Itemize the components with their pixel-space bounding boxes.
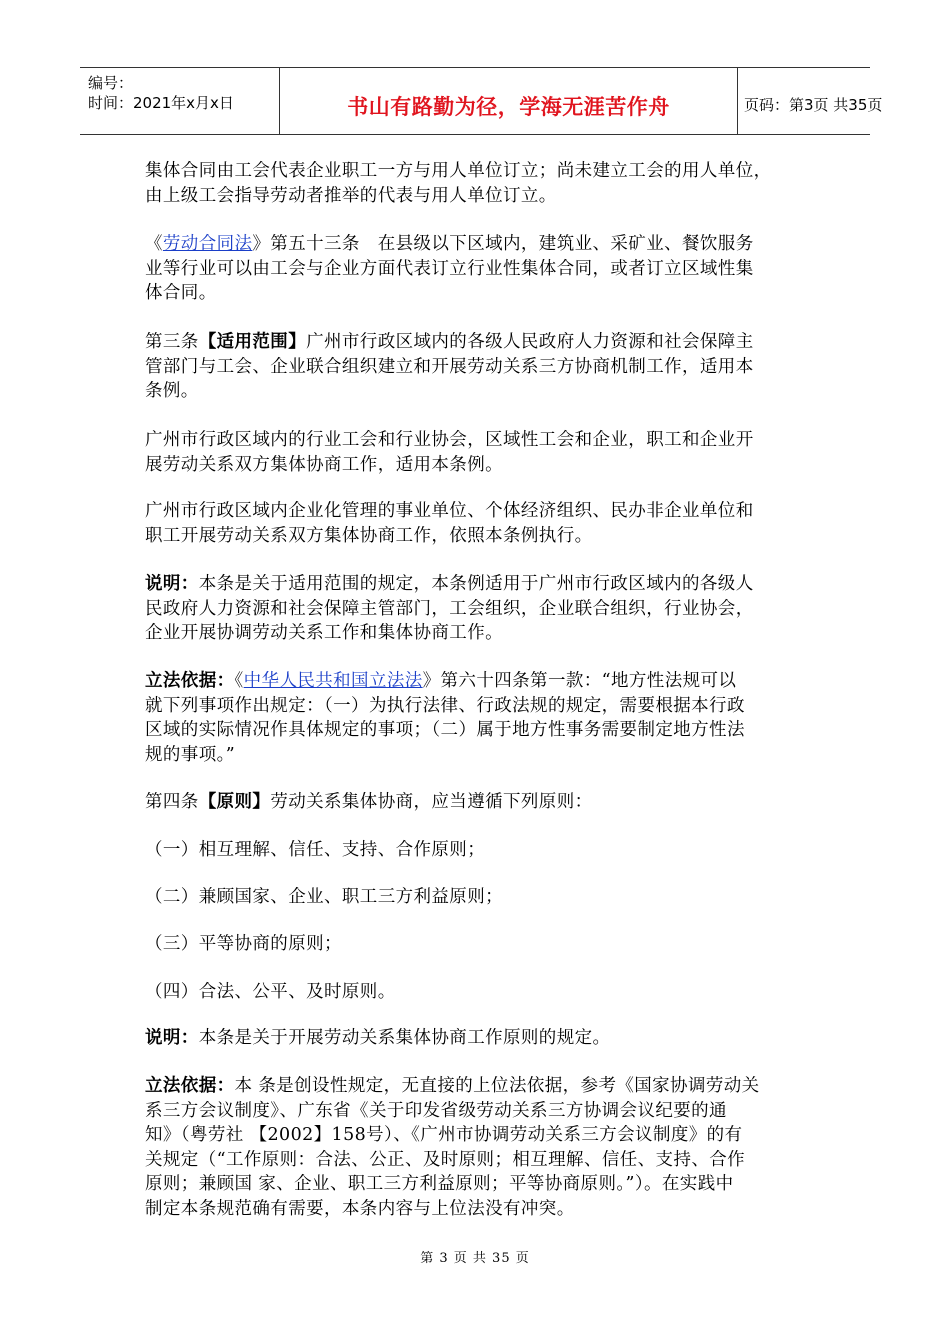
text-line: 民政府人力资源和社会保障主管部门，工会组织，企业联合组织，行业协会， <box>145 598 754 619</box>
text-line: 集体合同由工会代表企业职工一方与用人单位订立；尚未建立工会的用人单位， <box>145 161 772 181</box>
paragraph-article-4 <box>145 790 810 815</box>
text-line: 广州市行政区域内的行业工会和行业协会，区域性工会和企业，职工和企业开 <box>145 430 754 450</box>
header-meta-cell <box>80 68 280 134</box>
explanation-label: 说明： <box>145 574 199 594</box>
text-line: 管部门与工会、企业联合组织建立和开展劳动关系三方协商机制工作，适用本 <box>145 356 754 377</box>
paragraph-legislative-basis-1 <box>145 669 810 767</box>
text-segment: 本条是关于适用范围的规定，本条例适用于广州市行政区域内的各级人 <box>198 574 754 594</box>
paragraph-legislative-basis-2 <box>145 1074 810 1221</box>
article-heading: 【适用范围】 <box>198 332 307 352</box>
legislative-basis-label: 立法依据： <box>145 1076 235 1096</box>
text-segment: 》第六十四条第一款：“地方性法规可以 <box>422 671 737 691</box>
list-item <box>145 885 810 910</box>
paragraph-industry-scope <box>145 428 810 477</box>
text-line <box>145 790 810 815</box>
motto: 书山有路勤为径，学海无涯苦作舟 <box>347 95 670 119</box>
text-line: 原则；兼顾国 家、企业、职工三方利益原则；平等协商原则。”）。在实践中 <box>145 1174 734 1194</box>
paragraph-article-3 <box>145 330 810 404</box>
list-item-text: （二）兼顾国家、企业、职工三方利益原则； <box>145 887 503 907</box>
text-segment: 本条是关于开展劳动关系集体协商工作原则的规定。 <box>198 1028 611 1048</box>
text-line <box>145 330 810 355</box>
article-number: 第四条 <box>145 792 199 812</box>
time-label: 时间：2021年x月x日 <box>88 94 234 112</box>
paragraph-labor-law <box>145 232 810 306</box>
serial-label: 编号： <box>88 74 134 92</box>
text-line: 制定本条规范确有需要，本条内容与上位法没有冲突。 <box>145 1198 575 1219</box>
text-line: 职工开展劳动关系双方集体协商工作，依照本条例执行。 <box>145 525 593 546</box>
article-heading: 【原则】 <box>198 792 271 812</box>
text-segment: 》第五十三条 在县级以下区域内，建筑业、采矿业、餐饮服务 <box>252 234 754 254</box>
list-item-text: （四）合法、公平、及时原则。 <box>145 982 396 1002</box>
labor-contract-law-link[interactable]: 劳动合同法 <box>162 234 253 254</box>
text-line <box>145 669 810 694</box>
header-page-cell <box>738 68 883 134</box>
page-number-label: 页码：第3页 共35页 <box>744 96 883 114</box>
text-line: 就下列事项作出规定：（一）为执行法律、行政法规的规定，需要根据本行政 <box>145 695 745 716</box>
text-segment: 本 条是创设性规定，无直接的上位法依据，参考《国家协调劳动关 <box>234 1076 760 1096</box>
article-number: 第三条 <box>145 332 199 352</box>
paragraph-contract <box>145 159 810 208</box>
list-item <box>145 932 810 957</box>
text-line <box>145 1026 810 1051</box>
list-item <box>145 980 810 1005</box>
text-line: 系三方会议制度》、广东省《关于印发省级劳动关系三方协调会议纪要的通 <box>145 1100 727 1121</box>
list-item-text: （一）相互理解、信任、支持、合作原则； <box>145 840 486 860</box>
text-line: 知》（粤劳社 【2002】158号）、《广州市协调劳动关系三方会议制度》的有 <box>145 1125 743 1145</box>
paragraph-explanation-principles <box>145 1026 810 1051</box>
text-line: 区域的实际情况作具体规定的事项；（二）属于地方性事务需要制定地方性法 <box>145 720 745 740</box>
text-line <box>145 572 810 597</box>
text-line: 关规定（“工作原则：合法、公正、及时原则；相互理解、信任、支持、合作 <box>145 1149 746 1170</box>
list-item <box>145 838 810 863</box>
paragraph-explanation-scope <box>145 572 810 646</box>
text-line <box>145 1074 810 1099</box>
text-line: 体合同。 <box>145 283 217 303</box>
page-header <box>80 67 883 135</box>
text-line: 企业开展协调劳动关系工作和集体协商工作。 <box>145 623 503 643</box>
legislative-basis-label: 立法依据： <box>145 671 235 691</box>
paragraph-institution-scope <box>145 499 810 548</box>
explanation-label: 说明： <box>145 1028 199 1048</box>
header-motto-cell <box>280 68 738 134</box>
text-line <box>145 232 810 257</box>
list-item-text: （三）平等协商的原则； <box>145 934 342 954</box>
text-line: 业等行业可以由工会与企业方面代表订立行业性集体合同，或者订立区域性集 <box>145 258 754 279</box>
page-footer: 第 3 页 共 35 页 <box>420 1251 530 1266</box>
text-segment: 劳动关系集体协商，应当遵循下列原则： <box>270 792 593 812</box>
quote-mark: 《 <box>145 234 163 254</box>
text-line: 展劳动关系双方集体协商工作，适用本条例。 <box>145 454 503 475</box>
text-line: 由上级工会指导劳动者推举的代表与用人单位订立。 <box>145 185 557 206</box>
text-line: 条例。 <box>145 381 199 401</box>
text-line: 规的事项。” <box>145 744 236 765</box>
text-segment: 广州市行政区域内的各级人民政府人力资源和社会保障主 <box>306 332 754 352</box>
quote-mark: 《 <box>234 671 244 691</box>
legislation-law-link[interactable]: 中华人民共和国立法法 <box>243 671 423 691</box>
text-line: 广州市行政区域内企业化管理的事业单位、个体经济组织、民办非企业单位和 <box>145 501 754 521</box>
